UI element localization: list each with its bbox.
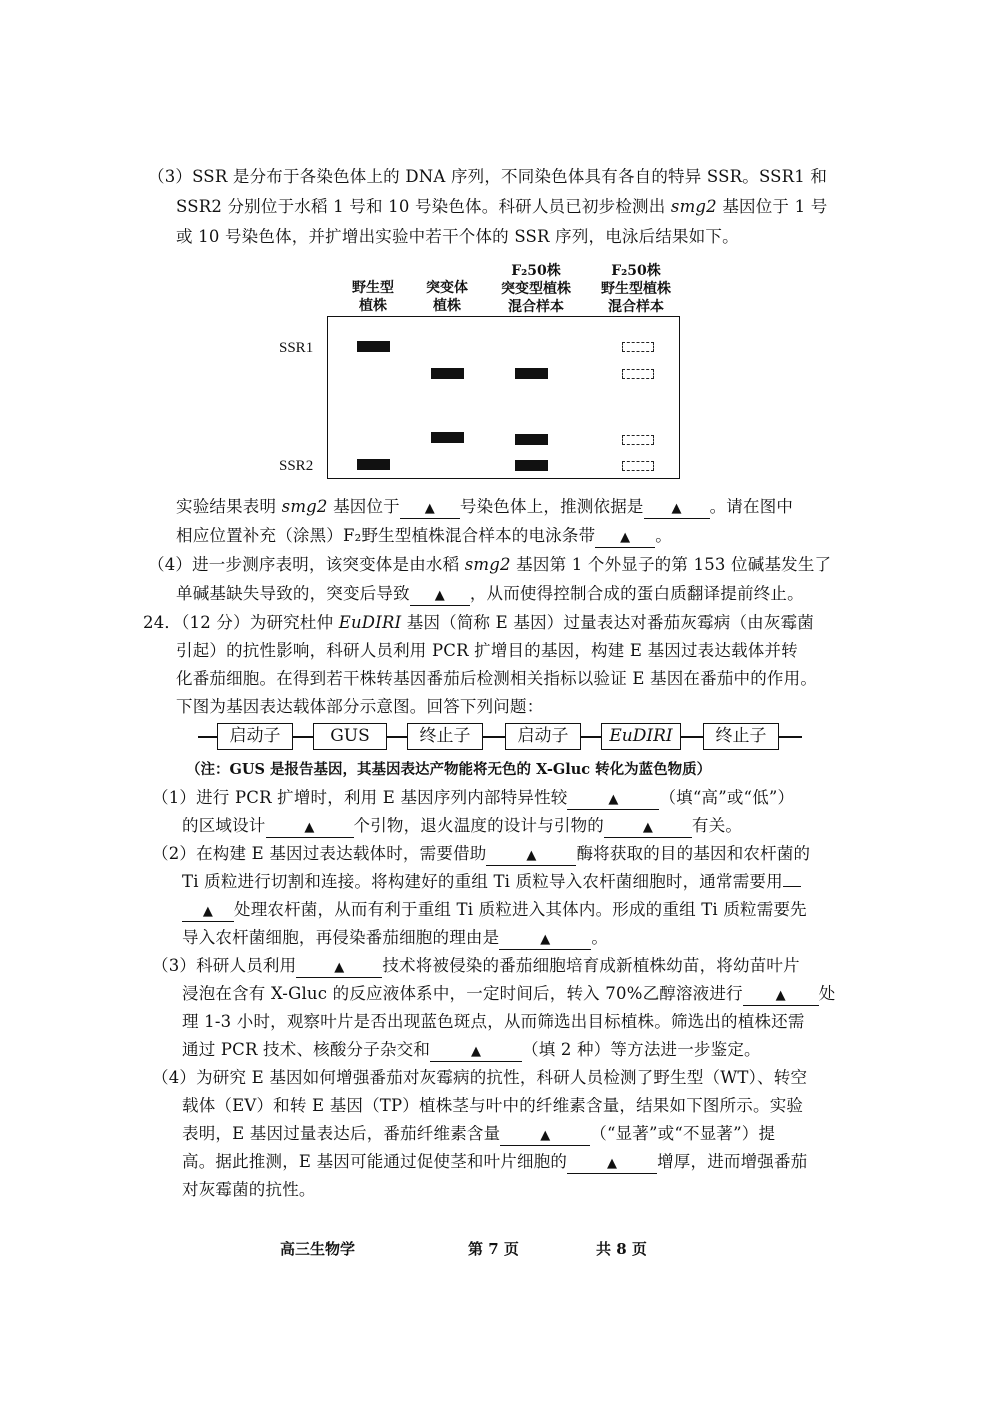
gel-band bbox=[357, 341, 390, 352]
q24-intro-line3: 化番茄细胞。在得到若干株转基因番茄后检测相关指标以验证 E 基因在番茄中的作用。 bbox=[176, 669, 818, 688]
text: 浸泡在含有 X-Gluc 的反应液体系中，一定时间后，转入 70%乙醇溶液进行 bbox=[182, 984, 743, 1003]
blank-mark: ▲ bbox=[642, 820, 654, 835]
vector-gus-gene: GUS bbox=[313, 723, 387, 750]
text: 混合样本 bbox=[608, 299, 664, 315]
vector-promoter-2: 启动子 bbox=[505, 723, 581, 750]
gel-band bbox=[431, 368, 464, 379]
text: 基因位于 1 号 bbox=[716, 197, 828, 216]
footer-total-pages: 共 8 页 bbox=[596, 1240, 647, 1258]
answer-blank[interactable] bbox=[410, 585, 470, 606]
answer-blank[interactable] bbox=[182, 901, 234, 922]
text: 24．（12 分）为研究杜仲 bbox=[143, 613, 339, 632]
q24-2-line2 bbox=[182, 871, 801, 893]
q24-4-line5: 对灰霉菌的抗性。 bbox=[182, 1180, 316, 1199]
q23-3-result-line1 bbox=[176, 496, 793, 519]
blank-mark: ▲ bbox=[620, 530, 631, 545]
text: （填“高”或“低”） bbox=[659, 788, 795, 807]
text: 的区域设计 bbox=[182, 816, 266, 835]
text: （1）进行 PCR 扩增时，利用 E 基因序列内部特异性较 bbox=[152, 788, 568, 807]
text: （3）科研人员利用 bbox=[152, 956, 297, 975]
blank-mark: ▲ bbox=[671, 501, 682, 516]
blank-mark: ▲ bbox=[608, 792, 619, 807]
answer-blank[interactable] bbox=[499, 929, 591, 950]
footer-subject: 高三生物学 bbox=[280, 1240, 356, 1258]
q24-3-line3: 理 1-3 小时，观察叶片是否出现蓝色斑点，从而筛选出目标植株。筛选出的植株还需 bbox=[182, 1012, 805, 1031]
text: 。请在图中 bbox=[709, 497, 794, 516]
text: 相应位置补充（涂黑）F₂野生型植株混合样本的电泳条带 bbox=[176, 526, 596, 545]
text: 技术将被侵染的番茄细胞培育成新植株幼苗，将幼苗叶片 bbox=[382, 956, 800, 975]
blank-mark: ▲ bbox=[202, 904, 214, 919]
text: 导入农杆菌细胞，再侵染番茄细胞的理由是 bbox=[182, 928, 500, 947]
q23-3-line1 bbox=[148, 166, 827, 188]
text: F₂50株 bbox=[611, 263, 661, 279]
q24-intro-line4: 下图为基因表达载体部分示意图。回答下列问题： bbox=[176, 697, 544, 716]
blank-mark: ▲ bbox=[540, 932, 551, 947]
q24-3-line1 bbox=[152, 955, 800, 978]
text: 个引物，退火温度的设计与引物的 bbox=[353, 816, 604, 835]
answer-blank[interactable] bbox=[500, 1125, 590, 1146]
answer-blank[interactable] bbox=[486, 845, 576, 866]
gel-dashed-band-answer-slot[interactable] bbox=[622, 461, 654, 471]
gel-row-ssr2: SSR2 bbox=[279, 458, 314, 474]
text: 植株 bbox=[359, 298, 387, 314]
gel-col4-header bbox=[590, 262, 682, 316]
blank-mark: ▲ bbox=[775, 988, 786, 1003]
text: 植株 bbox=[433, 298, 461, 314]
vector-terminator-2: 终止子 bbox=[703, 723, 779, 750]
text: 处 bbox=[818, 984, 836, 1003]
gene-name: smg2 bbox=[281, 497, 328, 516]
text: 或 10 号染色体，并扩增出实验中若干个体的 SSR 序列，电泳后结果如下。 bbox=[176, 227, 739, 246]
text: （填 2 种）等方法进一步鉴定。 bbox=[522, 1040, 761, 1059]
vector-eudiri-gene: EuDIRI bbox=[601, 723, 681, 750]
text: 有关。 bbox=[692, 816, 743, 835]
text: 。 bbox=[591, 928, 609, 947]
blank-mark: ▲ bbox=[470, 1044, 482, 1059]
q24-2-line1 bbox=[152, 843, 810, 866]
text: Ti 质粒进行切割和连接。将构建好的重组 Ti 质粒导入农杆菌细胞时，通常需要用 bbox=[182, 872, 783, 891]
q24-4-line3 bbox=[182, 1123, 775, 1146]
gel-band bbox=[515, 368, 548, 379]
text: ，从而使得控制合成的蛋白质翻译提前终止。 bbox=[469, 584, 804, 603]
text: 表明，E 基因过量表达后，番茄纤维素含量 bbox=[182, 1124, 501, 1143]
text: （2）在构建 E 基因过表达载体时，需要借助 bbox=[152, 844, 487, 863]
vector-note: （注：GUS 是报告基因，其基因表达产物能将无色的 X-Gluc 转化为蓝色物质） bbox=[186, 761, 712, 778]
text: （3）SSR 是分布于各染色体上的 DNA 序列，不同染色体具有各自的特异 SSR。SSR1 和 bbox=[148, 167, 828, 186]
gel-row-ssr1: SSR1 bbox=[279, 340, 314, 356]
q24-2-line3 bbox=[182, 899, 807, 922]
text: 实验结果表明 bbox=[176, 497, 282, 516]
answer-blank-start[interactable] bbox=[783, 886, 801, 887]
gene-name: smg2 bbox=[670, 197, 717, 216]
text: 酶将获取的目的基因和农杆菌的 bbox=[576, 844, 811, 863]
text: SSR2 分别位于水稻 1 号和 10 号染色体。科研人员已初步检测出 bbox=[176, 197, 671, 216]
answer-blank[interactable] bbox=[743, 985, 819, 1006]
blank-mark: ▲ bbox=[334, 960, 345, 975]
q23-3-line3 bbox=[176, 226, 739, 248]
q24-4-line1: （4）为研究 E 基因如何增强番茄对灰霉病的抗性，科研人员检测了野生型（WT）、转空 bbox=[152, 1068, 808, 1087]
q23-3-result-line2 bbox=[176, 525, 672, 548]
q24-2-line4 bbox=[182, 927, 608, 950]
text: 基因（简称 E 基因）过量表达对番茄灰霉病（由灰霉菌 bbox=[401, 613, 814, 632]
text: （4）进一步测序表明，该突变体是由水稻 bbox=[148, 555, 465, 574]
text: F₂50株 bbox=[511, 263, 561, 279]
answer-blank[interactable] bbox=[430, 1041, 522, 1062]
q24-3-line2 bbox=[182, 983, 835, 1006]
gel-dashed-band-answer-slot[interactable] bbox=[622, 342, 654, 352]
text: 单碱基缺失导致的，突变后导致 bbox=[176, 584, 410, 603]
gel-band bbox=[431, 432, 464, 443]
gel-band bbox=[357, 459, 390, 470]
gel-col2-header bbox=[415, 279, 479, 315]
text: 高。据此推测，E 基因可能通过促使茎和叶片细胞的 bbox=[182, 1152, 568, 1171]
answer-blank[interactable] bbox=[296, 957, 382, 978]
q24-1-line1 bbox=[152, 787, 794, 810]
gel-band bbox=[515, 434, 548, 445]
text: 处理农杆菌，从而有利于重组 Ti 质粒进入其体内。形成的重组 Ti 质粒需要先 bbox=[234, 900, 807, 919]
text: 。 bbox=[655, 526, 672, 545]
text: 增厚，进而增强番茄 bbox=[657, 1152, 808, 1171]
q23-4-line1 bbox=[148, 554, 831, 576]
gel-dashed-band-answer-slot[interactable] bbox=[622, 435, 654, 445]
answer-blank[interactable] bbox=[604, 817, 692, 838]
q24-intro-line2: 引起）的抗性影响，科研人员利用 PCR 扩增目的基因，构建 E 基因过表达载体并转 bbox=[176, 641, 798, 660]
gene-name: EuDIRI bbox=[338, 613, 402, 632]
blank-mark: ▲ bbox=[434, 588, 445, 603]
q24-1-line2 bbox=[182, 815, 742, 838]
q24-4-line2: 载体（EV）和转 E 基因（TP）植株茎与叶中的纤维素含量，结果如下图所示。实验 bbox=[182, 1096, 804, 1115]
q24-intro-line1 bbox=[143, 612, 814, 634]
text: 通过 PCR 技术、核酸分子杂交和 bbox=[182, 1040, 431, 1059]
blank-mark: ▲ bbox=[304, 820, 315, 835]
answer-blank[interactable] bbox=[644, 498, 710, 519]
q24-4-line4 bbox=[182, 1151, 807, 1174]
blank-mark: ▲ bbox=[424, 501, 435, 516]
text: 野生型植株 bbox=[601, 281, 671, 297]
text: 野生型 bbox=[352, 280, 394, 296]
q23-4-line2 bbox=[176, 583, 804, 606]
answer-blank[interactable] bbox=[567, 1153, 657, 1174]
q24-3-line4 bbox=[182, 1039, 761, 1062]
gel-band bbox=[515, 460, 548, 471]
answer-blank[interactable] bbox=[400, 498, 460, 519]
answer-blank[interactable] bbox=[567, 789, 659, 810]
text: （“显著”或“不显著”）提 bbox=[590, 1124, 776, 1143]
gene-name: smg2 bbox=[464, 555, 511, 574]
blank-mark: ▲ bbox=[526, 848, 537, 863]
text: 号染色体上，推测依据是 bbox=[459, 497, 644, 516]
answer-blank[interactable] bbox=[266, 817, 354, 838]
text: 基因第 1 个外显子的第 153 位碱基发生了 bbox=[510, 555, 832, 574]
text: 基因位于 bbox=[327, 497, 400, 516]
blank-mark: ▲ bbox=[540, 1128, 551, 1143]
vector-promoter-1: 启动子 bbox=[217, 723, 293, 750]
gel-col1-header bbox=[341, 279, 405, 315]
text: 混合样本 bbox=[508, 299, 564, 315]
gel-dashed-band-answer-slot[interactable] bbox=[622, 369, 654, 379]
text: 突变型植株 bbox=[501, 281, 571, 297]
gel-col3-header bbox=[490, 262, 582, 316]
answer-blank[interactable] bbox=[595, 527, 655, 548]
q23-3-line2 bbox=[176, 196, 827, 218]
text: 突变体 bbox=[426, 280, 468, 296]
footer-page-number: 第 7 页 bbox=[468, 1240, 519, 1258]
blank-mark: ▲ bbox=[606, 1156, 618, 1171]
vector-terminator-1: 终止子 bbox=[407, 723, 483, 750]
